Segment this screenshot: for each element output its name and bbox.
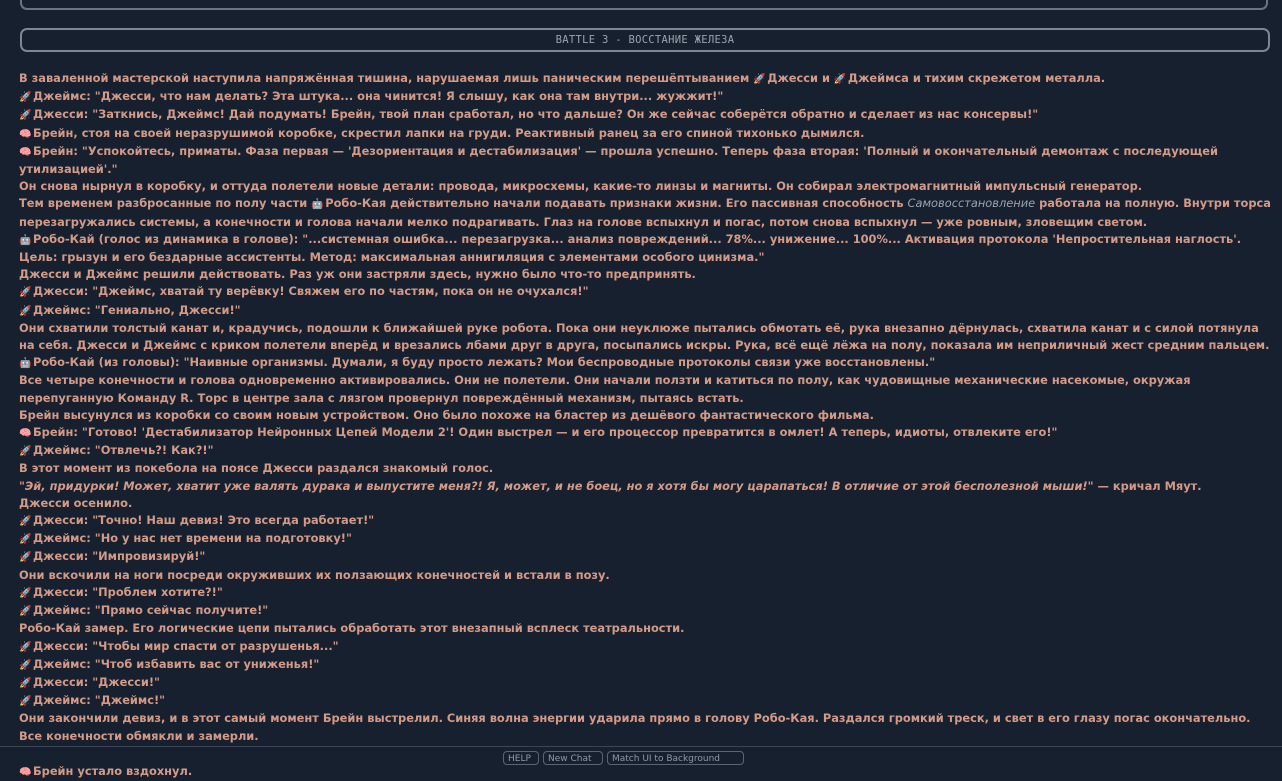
brain-icon: 🧠 [19, 766, 32, 778]
robot-icon: 🤖 [19, 358, 32, 370]
dialogue-line [19, 638, 1275, 656]
dialogue-line [19, 302, 1275, 320]
rocket-icon: 🚀 [19, 92, 32, 104]
line-text: Тем временем разбросанные по полу части [19, 196, 312, 211]
dialogue-line [19, 692, 1275, 710]
story-line [19, 70, 1275, 88]
narration-line [19, 478, 1275, 495]
speaker: Джеймс: [33, 693, 91, 708]
speaker: Брейн: [33, 425, 78, 440]
rocket-icon: 🚀 [19, 305, 32, 317]
line-text: "Но у нас нет времени на подготовку!" [90, 531, 352, 546]
line-text: "Джесси!" [88, 674, 160, 689]
dialogue-line [19, 674, 1275, 692]
dialogue-line [19, 548, 1275, 566]
line-text: устало вздохнул. [73, 763, 193, 778]
line-text: "Импровизируй!" [88, 549, 206, 564]
brain-icon: 🧠 [19, 428, 32, 440]
line-text: "Успокойтесь, приматы. Фаза первая — 'Дезориентация и дестабилизация' — прошла успешно. Теперь фаза вторая: 'Полный и окончательный демонтаж с последующей утилизацией'." [19, 143, 1219, 177]
match-ui-button[interactable]: Match UI to Background [607, 751, 744, 765]
bottom-toolbar [0, 746, 1282, 764]
narration-line: Все четыре конечности и голова одновременно активировались. Они не полетели. Они начали ползти и катиться по полу, как чудовищные механические насекомые, окружая перепуганную Команду R. Торс в центре зала с лязгом провернул повреждённый механизм, пытаясь встать. [19, 373, 1191, 405]
speaker: Джесси: [33, 549, 89, 564]
narration-line [19, 195, 1275, 230]
dialogue-line [19, 283, 1275, 301]
line-text: "Чтобы мир спасти от разрушенья..." [88, 638, 339, 653]
line-text: "Готово! 'Дестабилизатор Нейронных Цепей Модели 2'! Один выстрел — и его процессор превратится в омлет! А теперь, идиоты, отвлеките его!" [77, 425, 1058, 440]
dialogue-line [19, 106, 1275, 124]
narration-line: В этот момент из покебола на поясе Джесси раздался знакомый голос. [19, 461, 494, 476]
narration-line: Брейн высунулся из коробки со своим новым устройством. Оно было похоже на бластер из дешёвого фантастического фильма. [19, 407, 874, 422]
battle-banner: BATTLE 3 - ВОССТАНИЕ ЖЕЛЕЗА [20, 28, 1270, 52]
rocket-icon: 🚀 [19, 534, 32, 546]
narration-line [19, 763, 1275, 781]
robot-icon: 🤖 [311, 199, 324, 211]
rocket-icon: 🚀 [19, 641, 32, 653]
line-text: "Проблем хотите?!" [88, 584, 223, 599]
line-text: В заваленной мастерской наступила напряжённая тишина, нарушаемая лишь паническим перешёптыванием [19, 71, 754, 85]
speaker: Брейн [33, 125, 74, 140]
rocket-icon: 🚀 [19, 677, 32, 689]
rocket-icon: 🚀 [19, 659, 32, 671]
line-text: "Наивные организмы. Думали, я буду просто лежать? Мои беспроводные протоколы связи уже восстановлены." [179, 355, 936, 370]
speaker: Джеймс: [33, 443, 91, 458]
previous-block-frame [20, 0, 1268, 10]
brain-icon: 🧠 [19, 146, 32, 158]
dialogue-line [19, 442, 1275, 460]
dialogue-line [19, 584, 1275, 602]
speaker: Джеймс: [33, 603, 91, 618]
speaker: Джеймс: [33, 656, 91, 671]
new-chat-button[interactable]: New Chat [543, 751, 603, 765]
narration-line: Джесси осенило. [19, 495, 133, 510]
narration-line: Они вскочили на ноги посреди окруживших их ползающих конечностей и встали в позу. [19, 567, 610, 582]
speaker: Джеймс: [33, 89, 91, 104]
line-text: "Джеймс!" [90, 693, 166, 708]
line-text: — кричал Мяут. [1093, 478, 1202, 493]
line-text: , стоя на своей неразрушимой коробке, скрестил лапки на груди. Реактивный ранец за его спиной тихонько дымился. [73, 125, 865, 140]
rocket-icon: 🚀 [833, 74, 847, 85]
line-text: "Эй, придурки! Может, хватит уже валять дурака и выпустите меня?! Я, может, и не боец, но я хотя бы могу царапаться! В отличие от этой бесполезной мыши!" [19, 478, 1094, 493]
dialogue-line [19, 530, 1275, 548]
speaker: Джесси: [33, 513, 89, 528]
rocket-icon: 🚀 [19, 516, 32, 528]
line-text: "Гениально, Джесси!" [90, 302, 241, 317]
speaker: Джесси: [33, 638, 89, 653]
narration-line [19, 125, 1275, 143]
line-text: "...системная ошибка... перезагрузка... анализ повреждений... 78%... унижение... 100%... Активация протокола 'Непростительная наглость'. Цель: грызун и его бездарные ассистенты. Метод: максимальная аннигиляция с элементами особого цинизма." [19, 231, 1242, 265]
line-text: "Чтоб избавить вас от униженья!" [90, 656, 320, 671]
speaker: Джесси: [33, 584, 89, 599]
robot-icon: 🤖 [19, 234, 32, 246]
line-text: "Джесси, что нам делать? Эта штука... она чинится! Я слышу, как она там внутри... жужжит!" [90, 89, 724, 104]
dialogue-line [19, 354, 1275, 372]
speaker: Джеймс: [33, 531, 91, 546]
dialogue-line [19, 231, 1275, 266]
line-text: "Отвлечь?! Как?!" [90, 443, 214, 458]
speaker: Брейн [33, 763, 74, 778]
speaker: Брейн: [33, 143, 78, 158]
rocket-icon: 🚀 [19, 587, 32, 599]
rocket-icon: 🚀 [753, 74, 766, 85]
speaker: Джесси: [33, 674, 89, 689]
story-log [19, 70, 1275, 781]
line-text: Джеймса [847, 71, 909, 85]
narration-line: Они схватили толстый канат и, крадучись, подошли к ближайшей руке робота. Пока они неуклюже пытались обмотать её, рука внезапно дёрнулась, схватила канат и с силой потянула на себя. Джесси и Джеймс с криком полетели вперёд и врезались лбами друг в друга, посыпались искры. Рука, всё ещё лёжа на полу, показала им неприличный жест средним пальцем. [19, 320, 1270, 353]
line-text: "Прямо сейчас получите!" [90, 603, 269, 618]
speaker: Робо-Кай (голос из динамика в голове): [33, 231, 299, 246]
line-text: и тихим скрежетом металла. [908, 71, 1106, 85]
help-button[interactable]: HELP [503, 751, 539, 765]
rocket-icon: 🚀 [19, 446, 32, 458]
dialogue-line [19, 424, 1275, 442]
speaker: Джесси: [33, 284, 89, 299]
line-text: Джесси [767, 71, 818, 85]
dialogue-line [19, 143, 1275, 178]
rocket-icon: 🚀 [19, 606, 32, 618]
dialogue-line [19, 88, 1275, 106]
narration-line: Джесси и Джеймс решили действовать. Раз уж они застряли здесь, нужно было что-то предпринять. [19, 267, 696, 282]
line-text: работала на полную. Внутри торса перезагружались системы, а конечности и голова начали мелко подрагивать. Глаз на голове вспыхнул и погас, потом снова вспыхнул — уже ровным, зловещим светом. [19, 196, 1271, 229]
line-text: "Заткнись, Джеймс! Дай подумать! Брейн, твой план сработал, но что дальше? Он же сейчас соберётся обратно и сделает из нас консервы!" [88, 107, 1039, 122]
line-text: Робо-Кая [325, 196, 387, 211]
rocket-icon: 🚀 [19, 110, 32, 122]
line-text: "Точно! Наш девиз! Это всегда работает!" [88, 513, 375, 528]
line-text: "Джеймс, хватай ту верёвку! Свяжем его по частям, пока он не очухался!" [88, 284, 589, 299]
speaker: Робо-Кай (из головы): [33, 355, 180, 370]
rocket-icon: 🚀 [19, 696, 32, 708]
brain-icon: 🧠 [19, 128, 32, 140]
speaker: Джеймс: [33, 302, 91, 317]
line-text: действительно начали подавать признаки жизни. Его пассивная способность [386, 196, 908, 211]
dialogue-line [19, 656, 1275, 674]
line-text: и [818, 71, 834, 85]
dialogue-line [19, 602, 1275, 620]
narration-line: Они закончили девиз, и в этот самый момент Брейн выстрелил. Синяя волна энергии ударила прямо в голову Робо-Кая. Раздался громкий треск, и свет в его глазу погас окончательно. Все конечности обмякли и замерли. [19, 711, 1251, 743]
speaker: Джесси: [33, 107, 89, 122]
rocket-icon: 🚀 [19, 552, 32, 564]
rocket-icon: 🚀 [19, 287, 32, 299]
dialogue-line [19, 512, 1275, 530]
line-text: Самовосстановление [907, 196, 1036, 211]
narration-line: Он снова нырнул в коробку, и оттуда полетели новые детали: провода, микросхемы, какие-то линзы и магниты. Он собирал электромагнитный импульсный генератор. [19, 179, 1143, 194]
narration-line: Робо-Кай замер. Его логические цепи пытались обработать этот внезапный всплеск театральности. [19, 621, 685, 636]
